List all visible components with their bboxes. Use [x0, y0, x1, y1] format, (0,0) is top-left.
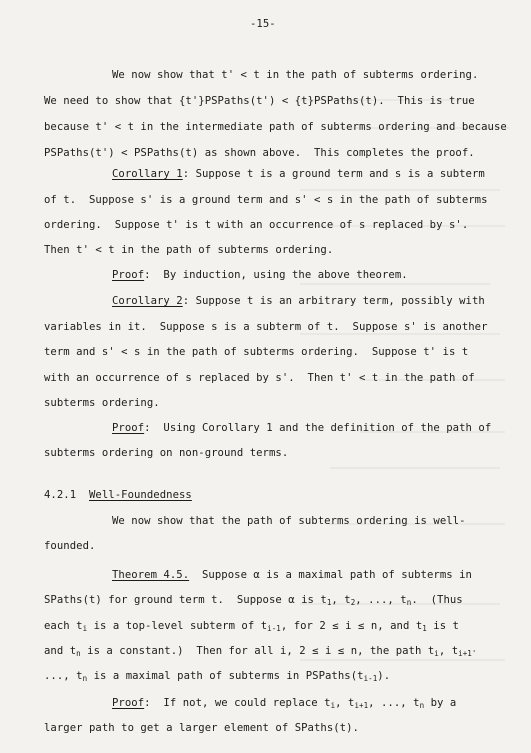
proof-2-line: subterms ordering on non-ground terms.: [44, 447, 289, 459]
proof-1-line: [112, 269, 408, 282]
proof-label: Proof: [112, 697, 145, 709]
proof-1-text: : By induction, using the above theorem.: [144, 269, 408, 281]
subscript: i+1': [458, 649, 477, 658]
corollary-2-line: [112, 295, 485, 308]
theorem-text: each t: [44, 620, 83, 632]
page-number: -15-: [250, 18, 276, 30]
theorem-text: , t: [331, 594, 351, 606]
subscript: n: [406, 598, 412, 607]
paragraph-line: We now show that the path of subterms ordering is well-: [112, 515, 466, 527]
theorem-text: is a top-level subterm of t: [87, 620, 268, 632]
proof-2-line: [112, 422, 491, 435]
theorem-line: [44, 594, 463, 607]
corollary-1-line: Then t' < t in the path of subterms ordering.: [44, 244, 334, 256]
subscript: i: [82, 624, 88, 633]
proof-3-text: , t: [335, 697, 355, 709]
subscript: n: [419, 701, 425, 710]
theorem-text: is a maximal path of subterms in PSPaths(t: [87, 670, 364, 682]
corollary-2-line: term and s' < s in the path of subterms ordering. Suppose t' is t: [44, 346, 469, 358]
corollary-1-line: ordering. Suppose t' is t with an occurrence of s replaced by s'.: [44, 219, 469, 231]
corollary-1-line: [112, 168, 485, 181]
theorem-text: Suppose α is a maximal path of subterms in: [189, 569, 472, 581]
proof-2-text: : Using Corollary 1 and the definition of the path of: [144, 422, 492, 434]
theorem-text: SPaths(t) for ground term t. Suppose α is t: [44, 594, 327, 606]
theorem-text: and t: [44, 645, 77, 657]
theorem-text: ).: [377, 670, 391, 682]
subscript: 1: [326, 598, 332, 607]
theorem-text: . (Thus: [411, 594, 463, 606]
paragraph-line: We now show that t' < t in the path of subterms ordering.: [112, 69, 479, 81]
theorem-text: , for 2 ≤ i ≤ n, and t: [280, 620, 423, 632]
proof-3-line: [112, 697, 456, 710]
theorem-line: [112, 569, 472, 582]
subscript: i-1: [267, 624, 281, 633]
paragraph-line: because t' < t in the intermediate path of subterms ordering and because: [44, 121, 507, 133]
subscript: i: [330, 701, 336, 710]
corollary-2-line: variables in it. Suppose s is a subterm of t. Suppose s' is another: [44, 321, 488, 333]
subscript: 2: [350, 598, 356, 607]
corollary-1-line: of t. Suppose s' is a ground term and s' < s in the path of subterms: [44, 194, 488, 206]
theorem-text: is a constant.) Then for all i, 2 ≤ i ≤ n, the path t: [80, 645, 435, 657]
theorem-label: Theorem 4.5.: [112, 569, 190, 581]
theorem-line: [44, 670, 390, 683]
subscript: i-1: [363, 674, 378, 683]
proof-label: Proof: [112, 269, 145, 281]
theorem-line: [44, 620, 459, 633]
section-title: Well-Foundedness: [89, 489, 192, 501]
corollary-2-line: subterms ordering.: [44, 397, 160, 409]
subscript: n: [76, 649, 81, 658]
subscript: i+1: [354, 701, 369, 710]
paragraph-line: founded.: [44, 540, 96, 552]
theorem-line: [44, 645, 476, 658]
subscript: i: [434, 649, 439, 658]
subscript: 1: [422, 624, 427, 633]
section-number: 4.2.1: [44, 489, 77, 501]
proof-3-text: : If not, we could replace t: [144, 697, 331, 709]
proof-3-text: , ..., t: [368, 697, 420, 709]
theorem-text: , t: [438, 645, 459, 657]
section-heading: [44, 489, 192, 502]
corollary-1-text: : Suppose t is a ground term and s is a subterm: [182, 168, 485, 180]
corollary-1-label: Corollary 1: [112, 168, 183, 180]
paragraph-line: We need to show that {t'}PSPaths(t') < {t}PSPaths(t). This is true: [44, 95, 475, 107]
proof-3-line: larger path to get a larger element of SPaths(t).: [44, 722, 359, 734]
paragraph-line: PSPaths(t') < PSPaths(t) as shown above. This completes the proof.: [44, 147, 475, 159]
corollary-2-label: Corollary 2: [112, 295, 183, 307]
proof-label: Proof: [112, 422, 145, 434]
corollary-2-line: with an occurrence of s replaced by s'. Then t' < t in the path of: [44, 372, 475, 384]
theorem-text: is t: [426, 620, 459, 632]
subscript: n: [82, 674, 88, 683]
theorem-text: ..., t: [44, 670, 83, 682]
theorem-text: , ..., t: [355, 594, 407, 606]
corollary-2-text: : Suppose t is an arbitrary term, possibly with: [182, 295, 485, 307]
proof-3-text: by a: [424, 697, 457, 709]
